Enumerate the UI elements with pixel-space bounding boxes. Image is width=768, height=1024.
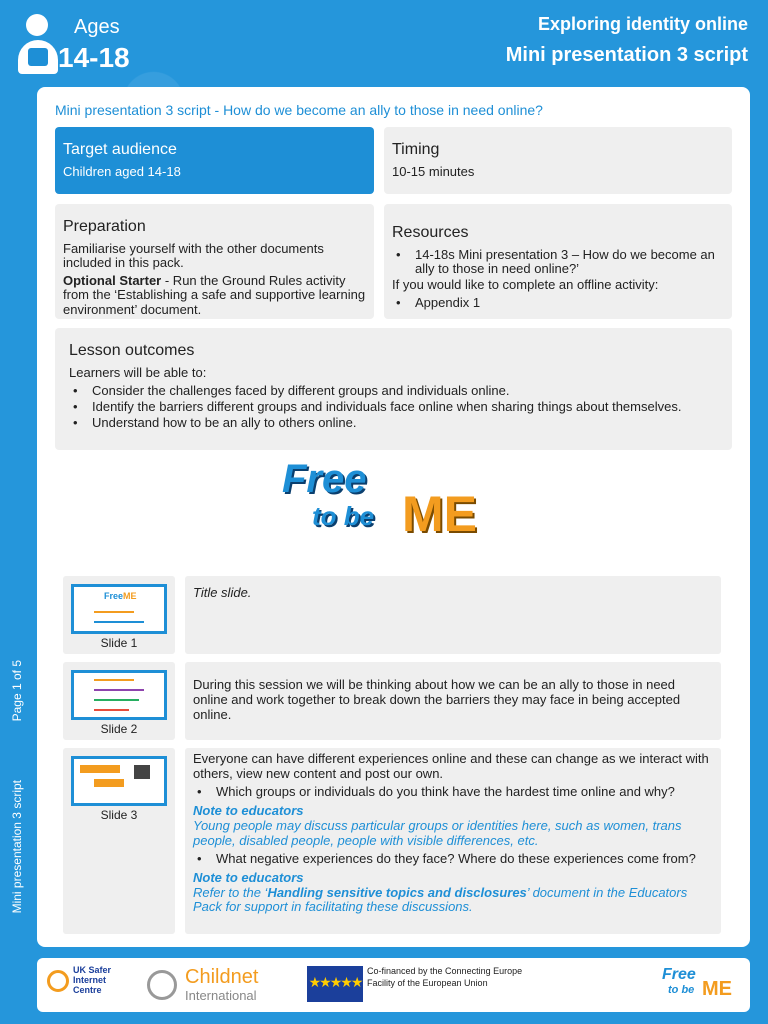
note-pre: Refer to the ‘ — [193, 884, 268, 900]
note-to-educators-text: Young people may discuss particular groups or identities here, such as women, trans people, disabled people, people with visible differences, etc. — [193, 817, 682, 848]
slide-row — [63, 576, 721, 654]
footer-logo-free: Free — [662, 966, 696, 983]
side-title: Mini presentation 3 script — [10, 780, 24, 914]
logo-to-be: to be — [312, 501, 375, 531]
note-post: ’ document in the Educators Pack for support in facilitating these discussions. — [193, 884, 688, 915]
slide-caption: Slide 3 — [100, 808, 138, 822]
power-icon — [47, 970, 69, 992]
logo-free: Free — [282, 457, 367, 501]
resource-item: • Appendix 1 — [392, 296, 724, 310]
resource-item: • 14-18s Mini presentation 3 – How do we become an ally to those in need online?’ — [392, 248, 724, 277]
free-to-be-me-logo — [282, 457, 522, 547]
eu-flag-stars: ★★★★★ — [308, 974, 362, 990]
slide-thumbnail-cell — [63, 576, 175, 654]
target-audience-text: Children aged 14-18 — [63, 163, 181, 179]
childnet-sub: International — [185, 988, 257, 1003]
panel-title: Mini presentation 3 script - How do we become an ally to those in need online? — [55, 102, 543, 118]
ages-person-icon — [18, 14, 58, 74]
resources-heading: Resources — [392, 224, 469, 241]
note-to-educators-text — [193, 886, 713, 916]
page-header — [0, 0, 768, 88]
optional-starter-label: Optional Starter — [63, 273, 162, 289]
footer-logo-to-be: to be — [668, 984, 695, 996]
lesson-outcomes-intro: Learners will be able to: — [69, 364, 207, 380]
slide-text: Title slide. — [185, 576, 721, 654]
footer-logo-me: ME — [702, 978, 732, 1000]
smile-icon — [147, 970, 177, 1000]
timing-box — [384, 127, 732, 194]
note-to-educators-label: Note to educators — [193, 802, 304, 818]
optional-starter-text: - Run the Ground Rules activity from the ‘Establishing a safe and supportive learning environment’ document. — [63, 273, 366, 317]
slide-3-question-2: • What negative experiences do they face? Where do these experiences come from? — [193, 852, 713, 867]
slide-3-intro: Everyone can have different experiences online and these can change as we interact with others, view new content and post our own. — [193, 751, 709, 781]
content-panel — [37, 87, 750, 947]
resources-offline-text: If you would like to complete an offline activity: — [392, 277, 659, 293]
header-subtitle: Mini presentation 3 script — [505, 44, 748, 66]
slide-1-thumbnail: FreeME — [71, 584, 167, 634]
eu-cofinance-text: Co-financed by the Connecting Europe Facility of the European Union — [367, 966, 523, 988]
footer-free-to-be-me-logo — [662, 966, 742, 1006]
lesson-outcomes-box — [55, 328, 732, 450]
preparation-text: Familiarise yourself with the other documents included in this pack. — [63, 240, 324, 270]
timing-text: 10-15 minutes — [392, 163, 475, 179]
timing-heading: Timing — [392, 141, 440, 158]
target-audience-heading: Target audience — [63, 141, 177, 158]
resources-box — [384, 204, 732, 319]
ages-label: Ages — [74, 16, 120, 38]
slide-caption: Slide 1 — [100, 636, 138, 650]
optional-starter — [63, 274, 366, 317]
header-title: Exploring identity online — [537, 14, 748, 34]
eu-flag-icon — [307, 966, 363, 1002]
ages-range: 14-18 — [58, 42, 130, 73]
slide-thumbnail-cell — [63, 748, 175, 934]
page-footer — [37, 958, 750, 1012]
lesson-outcomes-heading: Lesson outcomes — [69, 342, 195, 359]
slide-3-thumbnail — [71, 756, 167, 806]
note-bold-link: Handling sensitive topics and disclosures — [267, 884, 527, 900]
slide-text — [185, 748, 721, 934]
slide-text: During this session we will be thinking about how we can be an ally to those in need online and work together to break down the barriers they may face in being accepted online. — [185, 662, 721, 740]
childnet-text: Childnet — [185, 966, 259, 988]
preparation-heading: Preparation — [63, 218, 146, 235]
slide-row — [63, 748, 721, 934]
logo-me: ME — [402, 486, 477, 542]
note-to-educators-label: Note to educators — [193, 869, 304, 885]
outcome-item: • Identify the barriers different groups and individuals face online when sharing things about themselves. — [69, 400, 724, 414]
slide-row — [63, 662, 721, 740]
uksic-text: UK Safer Internet Centre — [73, 965, 112, 995]
page-number: Page 1 of 5 — [10, 660, 24, 722]
outcome-item: • Understand how to be an ally to others online. — [69, 416, 724, 430]
target-audience-box — [55, 127, 374, 194]
slide-thumbnail-cell — [63, 662, 175, 740]
preparation-box — [55, 204, 374, 319]
slide-2-thumbnail — [71, 670, 167, 720]
side-text — [6, 660, 36, 950]
slide-caption: Slide 2 — [100, 722, 138, 736]
slide-3-question-1: • Which groups or individuals do you think have the hardest time online and why? — [193, 785, 713, 800]
outcome-item: • Consider the challenges faced by different groups and individuals online. — [69, 384, 724, 398]
